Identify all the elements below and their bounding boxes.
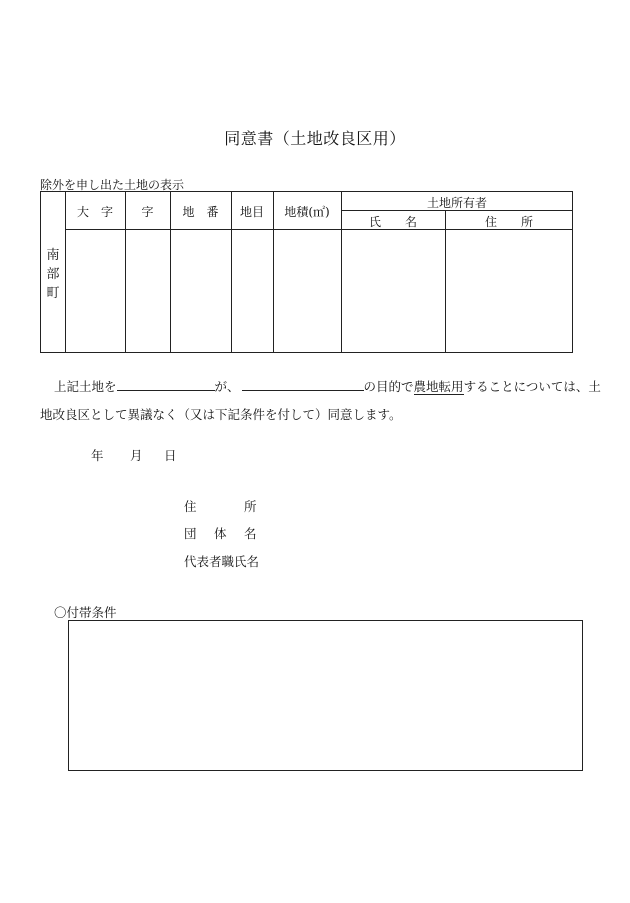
header-oaza: 大 字: [76, 205, 113, 219]
header-chiban: 地 番: [182, 205, 219, 219]
land-caption: 除外を申し出た土地の表示: [40, 178, 185, 192]
header-chiseki: 地積(㎡): [284, 205, 330, 219]
sig-org-3: 名: [244, 526, 257, 541]
header-owner-group: 土地所有者: [426, 196, 487, 210]
sig-representative: 代表者職氏名: [184, 554, 260, 569]
blank-purpose: [242, 377, 364, 391]
table-divider: [445, 210, 446, 352]
header-aza: 字: [141, 205, 154, 219]
sig-org-1: 団: [184, 526, 197, 541]
header-owner-address: 住 所: [484, 215, 533, 229]
header-chimoku: 地目: [239, 205, 264, 219]
land-table: [40, 191, 573, 353]
conditions-label: 〇付帯条件: [54, 605, 117, 620]
sig-org-2: 体: [214, 526, 227, 541]
sig-address-1: 住: [184, 499, 197, 514]
statement-line-1: 上記土地を が、 の目的で農地転用することについては、土: [54, 379, 601, 394]
date-year: 年: [91, 448, 104, 463]
sig-address-2: 所: [244, 499, 257, 514]
header-owner-name: 氏 名: [368, 215, 417, 229]
page-title: 同意書（土地改良区用）: [224, 129, 406, 148]
date-day: 日: [164, 448, 177, 463]
blank-applicant: [117, 377, 215, 391]
statement-line-2: 地改良区として異議なく（又は下記条件を付して）同意します。: [40, 407, 402, 422]
date-month: 月: [130, 448, 143, 463]
town-label: 南 部 町: [46, 248, 60, 301]
conditions-box: [68, 620, 583, 771]
